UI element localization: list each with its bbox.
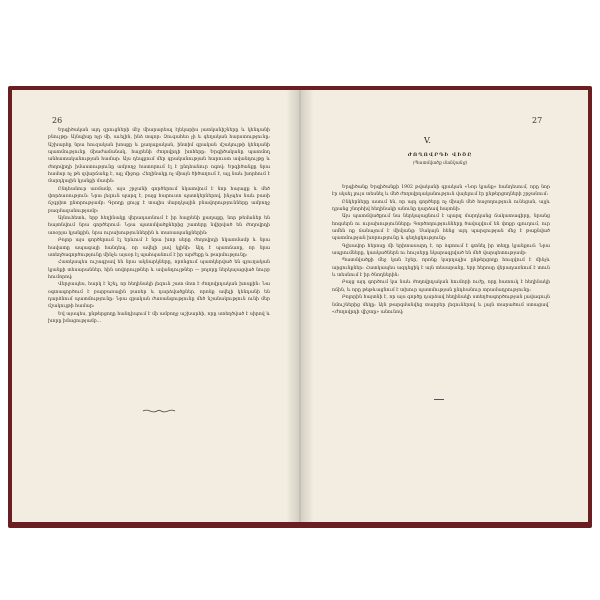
- end-rule: [434, 399, 444, 400]
- paragraph: Ընկերները ասում են, որ այդ գործերը ոչ միայն մեծ հաջողություն ունեցան, այլև դրանց շնորհիվ հեղինակի անունը դարձավ հայտնի։: [332, 199, 550, 213]
- paragraph: Ընդհանուր առմամբ, այս շրջանի գործերում նկատվում է նոր հայացք և մեծ փորձառություն։ Նրա լեզուն պարզ է, բայց հարուստ պատկերներով, ինչպես նաև բառի ճշգրիտ ընտրությամբ։ Գրողը ցույց է տալիս մարդկային բնավորությունները ամբողջ բազմազանությամբ։: [48, 186, 270, 214]
- left-page-number: 26: [52, 116, 63, 125]
- paragraph: Պատմվածքի մեջ կան էջեր, որոնք կարդալիս ընթերցողը հուզվում է մինչև արցունքներ։ Հատկապես ազդեցիկ է այն տեսարանը, երբ հերոսը վերադառնում է տուն և տեսնում է իր ծնողներին։: [332, 258, 550, 279]
- paragraph: Եվ այսպես, ընթերցողը հանդիպում է մի ամբողջ աշխարհի, որը ստեղծված է սիրով և խորը իմացությամբ...: [48, 311, 270, 324]
- paragraph: Գլխավոր հերոսը մի երիտասարդ է, որ ձգտում է գտնել իր տեղը կյանքում։ Նրա ապրումները, կասկածներն ու հույսերը նկարագրված են մեծ վարպետությամբ։: [332, 243, 550, 257]
- chapter-number: V.: [424, 136, 431, 145]
- paragraph: Բայց այդ գործում կա նաև ժողովրդական հումորի ուժը, որը հատուկ է հեղինակի ոճին, և որը թեթևացնում է տխուր պատմության ընդհանուր տրամադրությունը։: [332, 280, 550, 293]
- right-page-text: [332, 184, 550, 316]
- chapter-subtitle: (Պատմվածք մանկանց): [412, 161, 468, 166]
- paragraph: Երգիծական այդ զրուցների մէջ միարարեալ էլեկարիս յատկանիշները և կենդանի բնույթը։ Այնպիսը ոչր մի, աւելին, ինձ տպոր։ Զուգահեռ չի և գեղական հարստությունը։ Աշխարհը նրա հուզական խոսքը և քաղաքական, ինտիմ գրական մշակույթի կենդանի պատմությունը միաժամանակ, հայրենի ժողովրդի խոհերը։ Երգիծականը պատմող անհատականության համար։ Այս դեպքում մեր գրականության հարուստ ավանդույթը և ժողովրդի իմաստությունը ամբողջ հատորում էլ է ընդհանուր ոգով։ Երգիծանքը նրա համար ոչ թե զվարճանք է, այլ միջոց։ Հեղինակը ոչ միայն ծիծաղում է, այլ նաև խորհում է մարդկային կյանքի մասին։: [48, 128, 270, 185]
- paragraph: Այնուհետև, երբ հեղինակը վերադառնում է իր հայրենի քաղաքը, նոր թեմաներ են հայտնվում նրա գործերում։ Նրա պատմվածքներից շատերը նվիրված են ժողովրդի առօրյա կյանքին, նրա ուրախություններին և տառապանքներին։: [48, 216, 270, 236]
- right-page-number: 27: [532, 116, 543, 125]
- paragraph: Վերջապես, հարկ է նշել, որ հեղինակի լեզուն շատ մոտ է ժողովրդական խոսքին։ Նա օգտագործում է բարբառային բառեր և դարձվածքներ, որոնք ավելի կենդանի են դարձնում պատմությունը։ Նրա գրական ժառանգությունը մեծ նշանակություն ունի մեր մշակույթի համար։: [48, 282, 270, 310]
- book-gutter: [286, 90, 314, 522]
- paragraph: Հատկապես ուշագրավ են նրա ակնարկները, որոնցում պատկերված են գյուղական կյանքի տեսարաններ, հին սովորույթներ և ավանդույթներ — բոլորը ներկայացված նուրբ հումորով։: [48, 260, 270, 280]
- paragraph: Բոլոր այս գործերում էլ երևում է նրա խոր սերը ժողովրդի նկատմամբ և նրա հավատը ապագայի հանդեպ, որ ավելի լավ կլինի։ Այդ է պատճառը, որ նրա ստեղծագործությունը մինչև այսօր էլ պահպանում է իր արժեքը և թարմությունը։: [48, 238, 270, 258]
- paragraph: Երգիծանք Երգիծանքի 1902 թվականի գրական «Նոր կյանք» հանդեսում, որը նոր էր սկսել լույս տեսնել և մեծ ժողովրդականություն վայելում էր ընթերցողների շրջանում։: [332, 185, 550, 198]
- paragraph: Այս պատմվածքում նա ներկայացնում է պարզ մարդկանց ճակատագիրը, նրանց հոգսերն ու ուրախությունները։ Գործողությունները ծավալվում են փոքր գյուղում, ուր ամեն ոք ճանաչում է միմյանց։ Սակայն հենց այդ պարզության մեջ է թաքնված պատմության խորությունը և գեղեցկությունը։: [332, 214, 550, 242]
- paragraph: Բոլորին հայտնի է, որ այս գործը դարձավ հեղինակի ստեղծագործության լավագույն նմուշներից մեկը։ Այն թարգմանվեց տարբեր լեզուներով և լայն տարածում ստացավ՝ «Ժողովրդի վիշտը» անունով։: [332, 295, 550, 315]
- chapter-title: ԺՈՂՈՎՐԴԻ ՎԻՇԸ: [407, 152, 473, 158]
- left-page-text: [48, 127, 270, 325]
- ornament-flourish-icon: [142, 407, 176, 415]
